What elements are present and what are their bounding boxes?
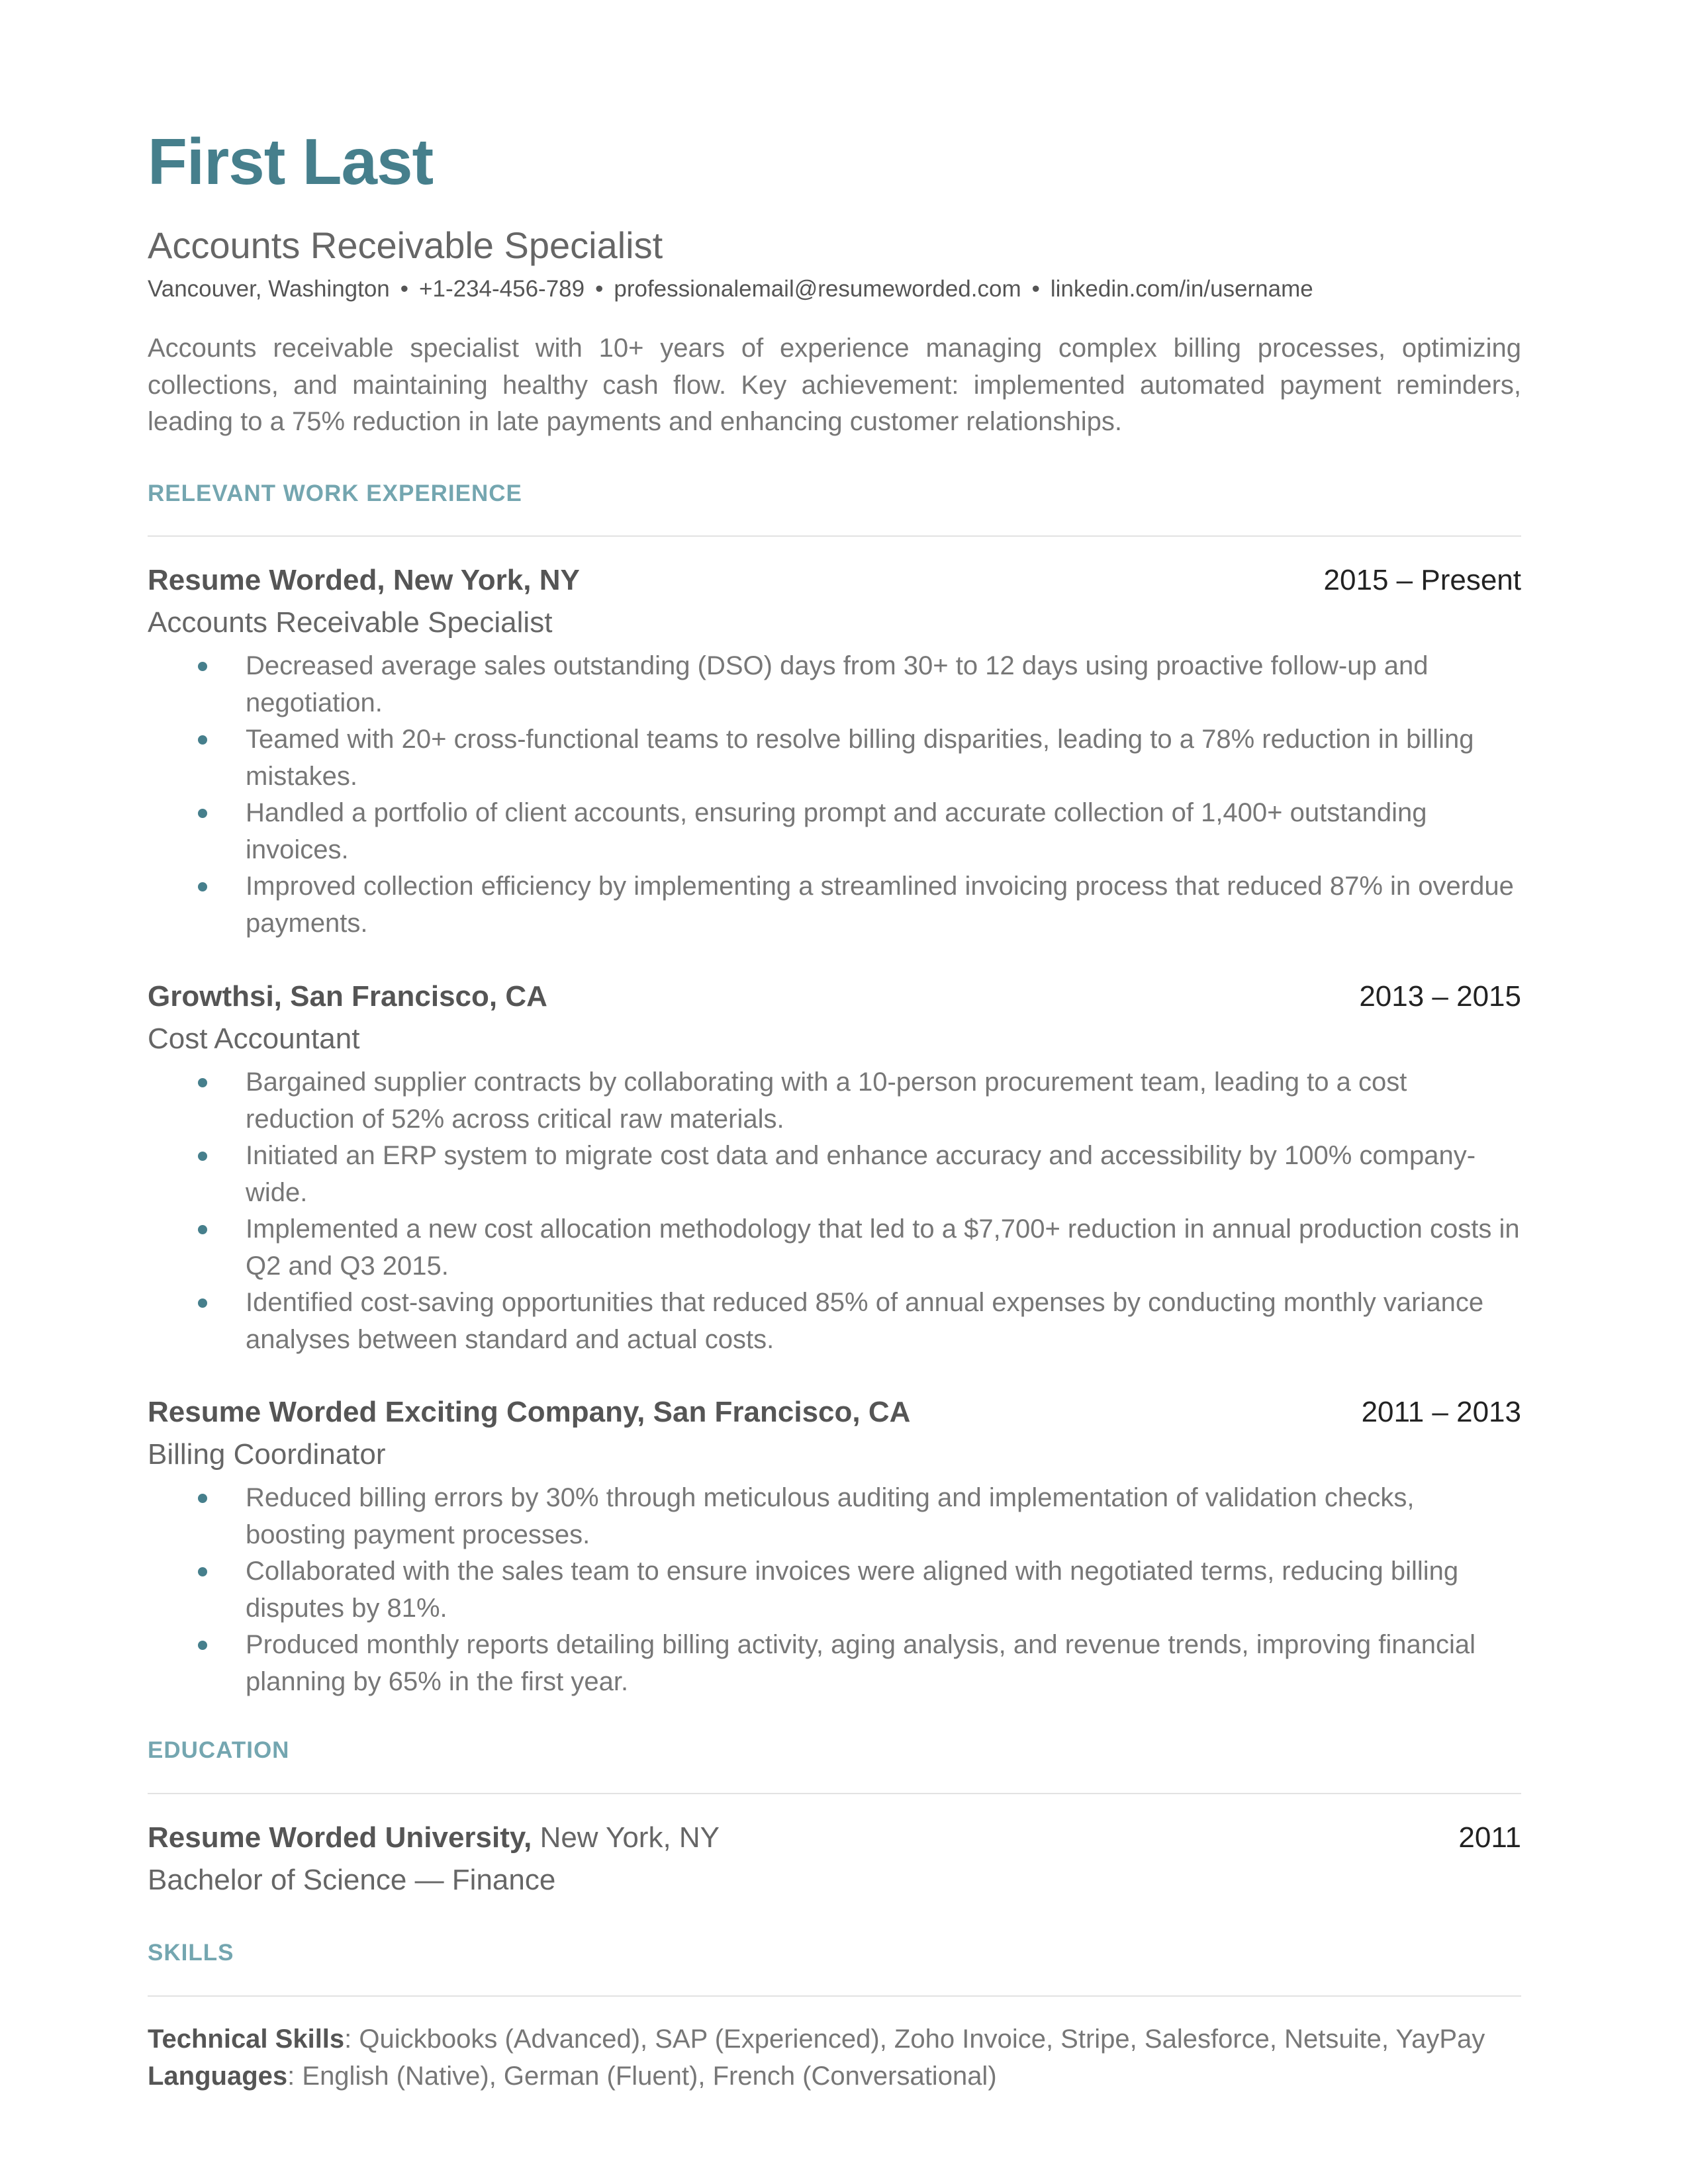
dates: 2015 – Present (1323, 564, 1521, 596)
bullet-item: Implemented a new cost allocation methodology that led to a $7,700+ reduction in annual production costs in Q2 and Q3 2015. (148, 1211, 1521, 1285)
job-entry (148, 559, 1521, 942)
bullet-icon (198, 809, 207, 818)
role: Cost Accountant (148, 1023, 360, 1055)
divider (148, 1995, 1521, 1997)
bullet-list (148, 1480, 1521, 1700)
company: Growthsi, San Francisco, CA (148, 980, 547, 1013)
contact-location: Vancouver, Washington (148, 276, 390, 302)
company: Resume Worded Exciting Company, San Francisco, CA (148, 1396, 911, 1428)
bullet-item: Reduced billing errors by 30% through meticulous auditing and implementation of validation checks, boosting payment processes. (148, 1480, 1521, 1553)
section-heading-skills: SKILLS (148, 1940, 234, 1966)
candidate-name: First Last (148, 125, 434, 198)
summary: Accounts receivable specialist with 10+ years of experience managing complex billing processes, optimizing collections, and maintaining healthy cash flow. Key achievement: implemented automated payment reminders, leading to a 75% reduction in late payments and enhancing customer relationships. (148, 334, 1521, 436)
role: Accounts Receivable Specialist (148, 606, 553, 639)
section-heading-experience: RELEVANT WORK EXPERIENCE (148, 480, 522, 506)
divider (148, 535, 1521, 537)
degree: Bachelor of Science — Finance (148, 1864, 556, 1896)
section-heading-education: EDUCATION (148, 1737, 290, 1763)
contact-linkedin[interactable]: linkedin.com/in/username (1050, 276, 1313, 302)
skills-list (148, 2021, 1521, 2095)
contact-line (148, 275, 1313, 304)
bullet-item: Improved collection efficiency by implementing a streamlined invoicing process that reduced 87% in overdue payments. (148, 868, 1521, 942)
divider (148, 1793, 1521, 1794)
bullet-icon (198, 662, 207, 671)
candidate-title: Accounts Receivable Specialist (148, 224, 663, 266)
bullet-icon (198, 1078, 207, 1087)
contact-phone: +1-234-456-789 (419, 276, 585, 302)
bullet-icon (198, 1494, 207, 1503)
bullet-icon (198, 1641, 207, 1650)
education-entry (148, 1817, 1521, 1901)
contact-email[interactable]: professionalemail@resumeworded.com (614, 276, 1021, 302)
bullet-item: Initiated an ERP system to migrate cost data and enhance accuracy and accessibility by 100% company-wide. (148, 1138, 1521, 1211)
bullet-icon (198, 1152, 207, 1161)
bullet-list (148, 1064, 1521, 1358)
bullet-item: Collaborated with the sales team to ensure invoices were aligned with negotiated terms, reducing billing disputes by 81%. (148, 1553, 1521, 1627)
job-entry (148, 1391, 1521, 1700)
dates: 2013 – 2015 (1359, 980, 1521, 1013)
technical-skills: Technical Skills: Quickbooks (Advanced), SAP (Experienced), Zoho Invoice, Stripe, Salesforce, Netsuite, YayPay (148, 2025, 1485, 2054)
separator: • (595, 276, 604, 302)
bullet-item: Bargained supplier contracts by collaborating with a 10-person procurement team, leading to a cost reduction of 52% across critical raw materials. (148, 1064, 1521, 1138)
dates: 2011 – 2013 (1361, 1396, 1521, 1428)
bullet-icon (198, 1225, 207, 1234)
role: Billing Coordinator (148, 1438, 386, 1471)
separator: • (1031, 276, 1040, 302)
bullet-item: Produced monthly reports detailing billing activity, aging analysis, and revenue trends, improving financial planning by 65% in the first year. (148, 1627, 1521, 1700)
bullet-list (148, 648, 1521, 942)
bullet-item: Handled a portfolio of client accounts, ensuring prompt and accurate collection of 1,400+ outstanding invoices. (148, 795, 1521, 868)
bullet-icon (198, 882, 207, 891)
bullet-icon (198, 1567, 207, 1576)
separator: • (400, 276, 409, 302)
graduation-year: 2011 (1458, 1821, 1521, 1854)
bullet-icon (198, 735, 207, 745)
bullet-item: Decreased average sales outstanding (DSO) days from 30+ to 12 days using proactive follow-up and negotiation. (148, 648, 1521, 721)
school-location: New York, NY (539, 1821, 720, 1854)
languages: Languages: English (Native), German (Fluent), French (Conversational) (148, 2062, 997, 2091)
bullet-item: Teamed with 20+ cross-functional teams to resolve billing disparities, leading to a 78% reduction in billing mistakes. (148, 721, 1521, 795)
school: Resume Worded University, (148, 1821, 532, 1854)
bullet-icon (198, 1298, 207, 1308)
bullet-item: Identified cost-saving opportunities that reduced 85% of annual expenses by conducting monthly variance analyses between standard and actual costs. (148, 1285, 1521, 1358)
job-entry (148, 976, 1521, 1358)
company: Resume Worded, New York, NY (148, 564, 580, 596)
